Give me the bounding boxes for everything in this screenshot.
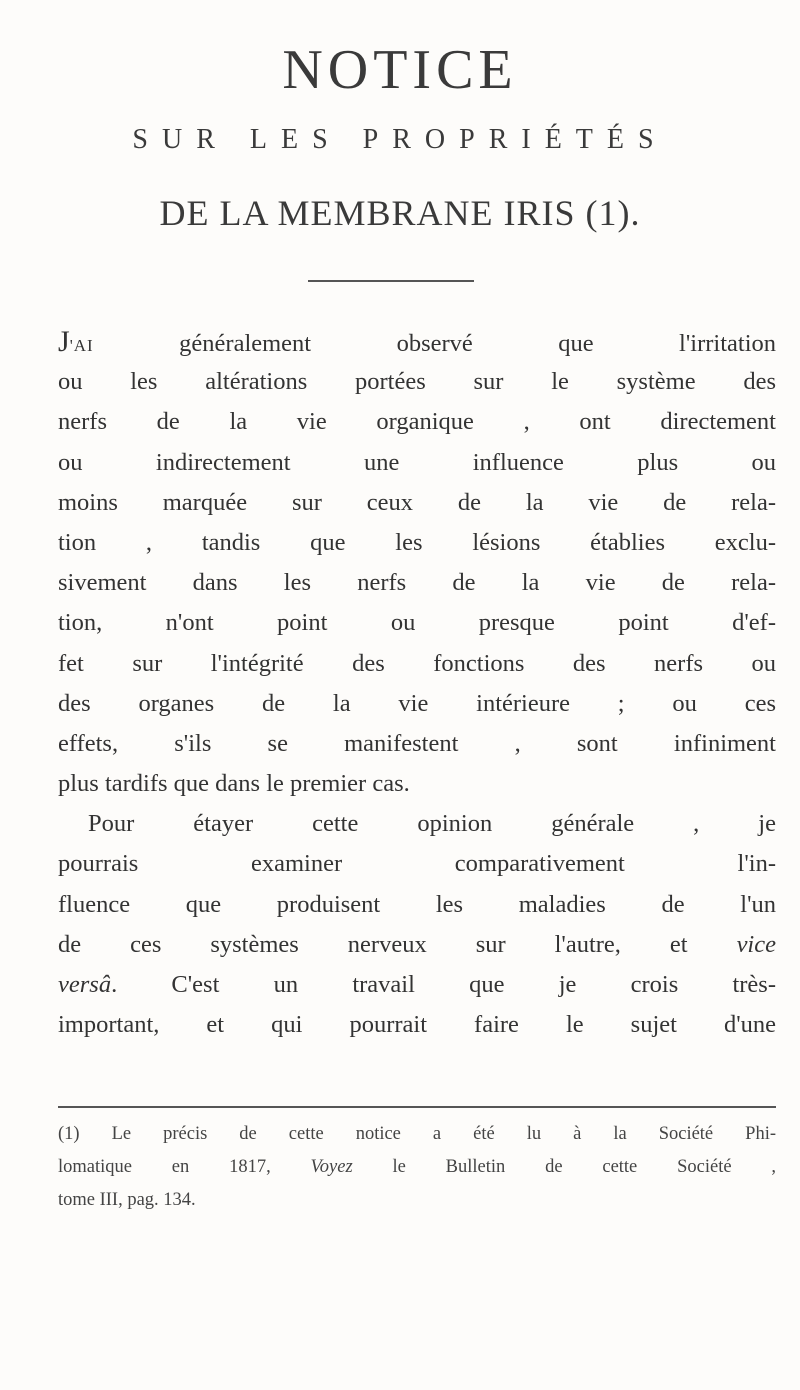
italic-text: versâ	[58, 971, 112, 998]
text-line: tion , tandis que les lésions établies exclu-	[58, 528, 776, 556]
body-text	[58, 322, 776, 1045]
footnote-divider	[58, 1106, 776, 1108]
footnote-line	[58, 1151, 776, 1184]
text-segment: lomatique en 1817,	[58, 1157, 311, 1177]
text-segment: de ces systèmes nerveux sur l'autre, et	[58, 930, 737, 958]
text-segment: . C'est un travail que je crois très-	[111, 971, 776, 998]
text-segment: Le précis de cette notice a été lu à la Société Phi-	[79, 1124, 776, 1144]
text-line: important, et qui pourrait faire le sujet d'une	[58, 1011, 776, 1039]
small-caps: 'AI	[69, 336, 94, 355]
italic-text: Voyez	[310, 1157, 353, 1177]
text-line: ou les altérations portées sur le système des	[58, 368, 776, 396]
text-line	[58, 965, 776, 1005]
text-segment: généralement observé que l'irritation	[93, 330, 776, 357]
footnote	[58, 1118, 776, 1217]
text-line: pourrais examiner comparativement l'in-	[58, 850, 776, 878]
page-title: NOTICE	[282, 39, 518, 101]
text-line: fet sur l'intégrité des fonctions des nerfs ou	[58, 649, 776, 677]
drop-cap: J	[58, 325, 70, 358]
footnote-marker: (1)	[58, 1124, 80, 1144]
text-line: des organes de la vie intérieure ; ou ces	[58, 689, 776, 717]
text-segment: le Bulletin de cette Société ,	[352, 1157, 776, 1177]
text-line: effets, s'ils se manifestent , sont infiniment	[58, 729, 776, 757]
text-line	[58, 322, 776, 362]
page-subtitle: SUR LES PROPRIÉTÉS	[132, 124, 668, 155]
footnote-line: tome III, pag. 134.	[58, 1190, 196, 1210]
text-line: sivement dans les nerfs de la vie de rela-	[58, 569, 776, 597]
footnote-line	[58, 1118, 776, 1151]
text-line: moins marquée sur ceux de la vie de rela-	[58, 488, 776, 516]
title-divider	[308, 280, 474, 282]
page-subject: DE LA MEMBRANE IRIS (1).	[159, 193, 641, 233]
text-line	[58, 925, 776, 965]
text-line: Pour étayer cette opinion générale , je	[88, 810, 776, 838]
italic-text: vice	[736, 930, 776, 958]
text-line: fluence que produisent les maladies de l'un	[58, 890, 776, 918]
text-line: ou indirectement une influence plus ou	[58, 448, 776, 476]
text-line: plus tardifs que dans le premier cas.	[58, 770, 410, 798]
text-line: nerfs de la vie organique , ont directement	[58, 408, 776, 436]
text-line: tion, n'ont point ou presque point d'ef-	[58, 609, 776, 637]
